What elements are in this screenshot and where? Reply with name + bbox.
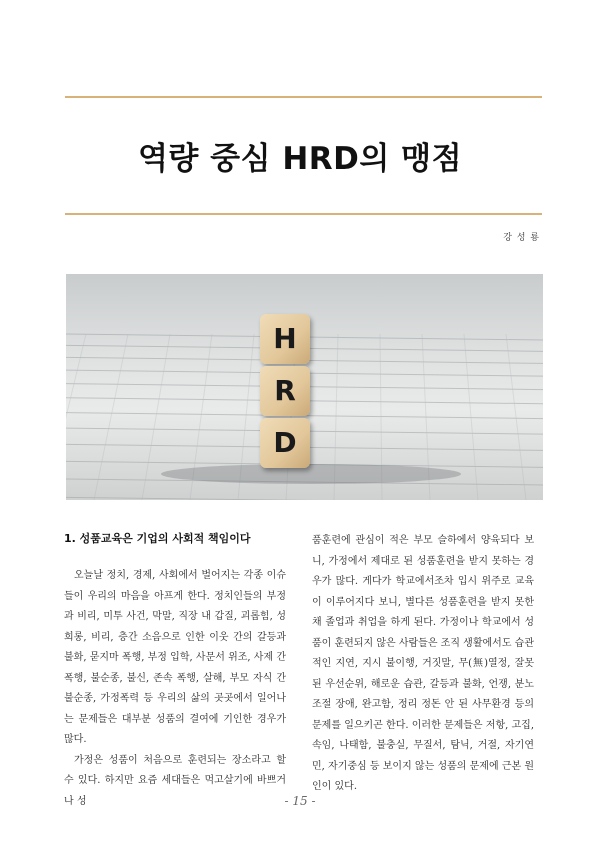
top-rule	[65, 96, 542, 98]
author-name: 강 성 룡	[503, 233, 540, 243]
body-paragraph: 가정은 성품이 처음으로 훈련되는 장소라고 할 수 있다. 하지만 요즘 세대들은 먹고살기에 바쁘거나 성	[64, 754, 286, 807]
body-paragraph: 오늘날 정치, 경제, 사회에서 벌어지는 각종 이슈들이 우리의 마음을 아프게 한다. 정치인들의 부정과 비리, 미투 사건, 막말, 직장 내 갑질, 괴롭힘, 성희롱, 비리, 층간 소음으로 인한 이웃 간의 갈등과 불화, 묻지마 폭행, 부정 입학, 사문서 위조, 사제 간 폭행, 불순종, 불신, 존속 폭행, 살해, 부모 자식 간 불순종, 가정폭력 등 우리의 삶의 곳곳에서 일어나는 문제들은 대부분 성품의 결여에 기인한 경우가 많다.	[64, 570, 286, 745]
left-column	[64, 530, 286, 812]
body-paragraph: 품훈련에 관심이 적은 부모 슬하에서 양육되다 보니, 가정에서 제대로 된 성품훈련을 받지 못하는 경우가 많다. 게다가 학교에서조차 입시 위주로 교육이 이루어지다 보니, 별다른 성품훈련을 받지 못한 채 졸업과 취업을 하게 된다. 가정이나 학교에서 성품이 훈련되지 않은 사람들은 조직 생활에서도 습관적인 지연, 지시 불이행, 거짓말, 무(無)열정, 잘못된 우선순위, 해로운 습관, 갈등과 불화, 언쟁, 분노조절 장애, 완고함, 정리 정돈 안 된 사무환경 등의 문제를 일으키곤 한다. 이러한 문제들은 저항, 고집, 속임, 나태함, 불충실, 무질서, 탐닉, 거절, 자기연민, 자기중심 등 보이지 않는 성품의 문제에 근본 원인이 있다.	[312, 535, 534, 792]
block-d: D	[260, 418, 310, 468]
hero-photo	[66, 274, 543, 500]
title-underline-rule	[65, 213, 542, 215]
article-title: 역량 중심 HRD의 맹점	[137, 141, 463, 177]
block-h: H	[260, 314, 310, 364]
page-number: - 15 -	[284, 794, 316, 808]
block-r: R	[260, 366, 310, 416]
section-heading: 1. 성품교육은 기업의 사회적 책임이다	[64, 532, 251, 545]
right-column	[312, 531, 534, 798]
